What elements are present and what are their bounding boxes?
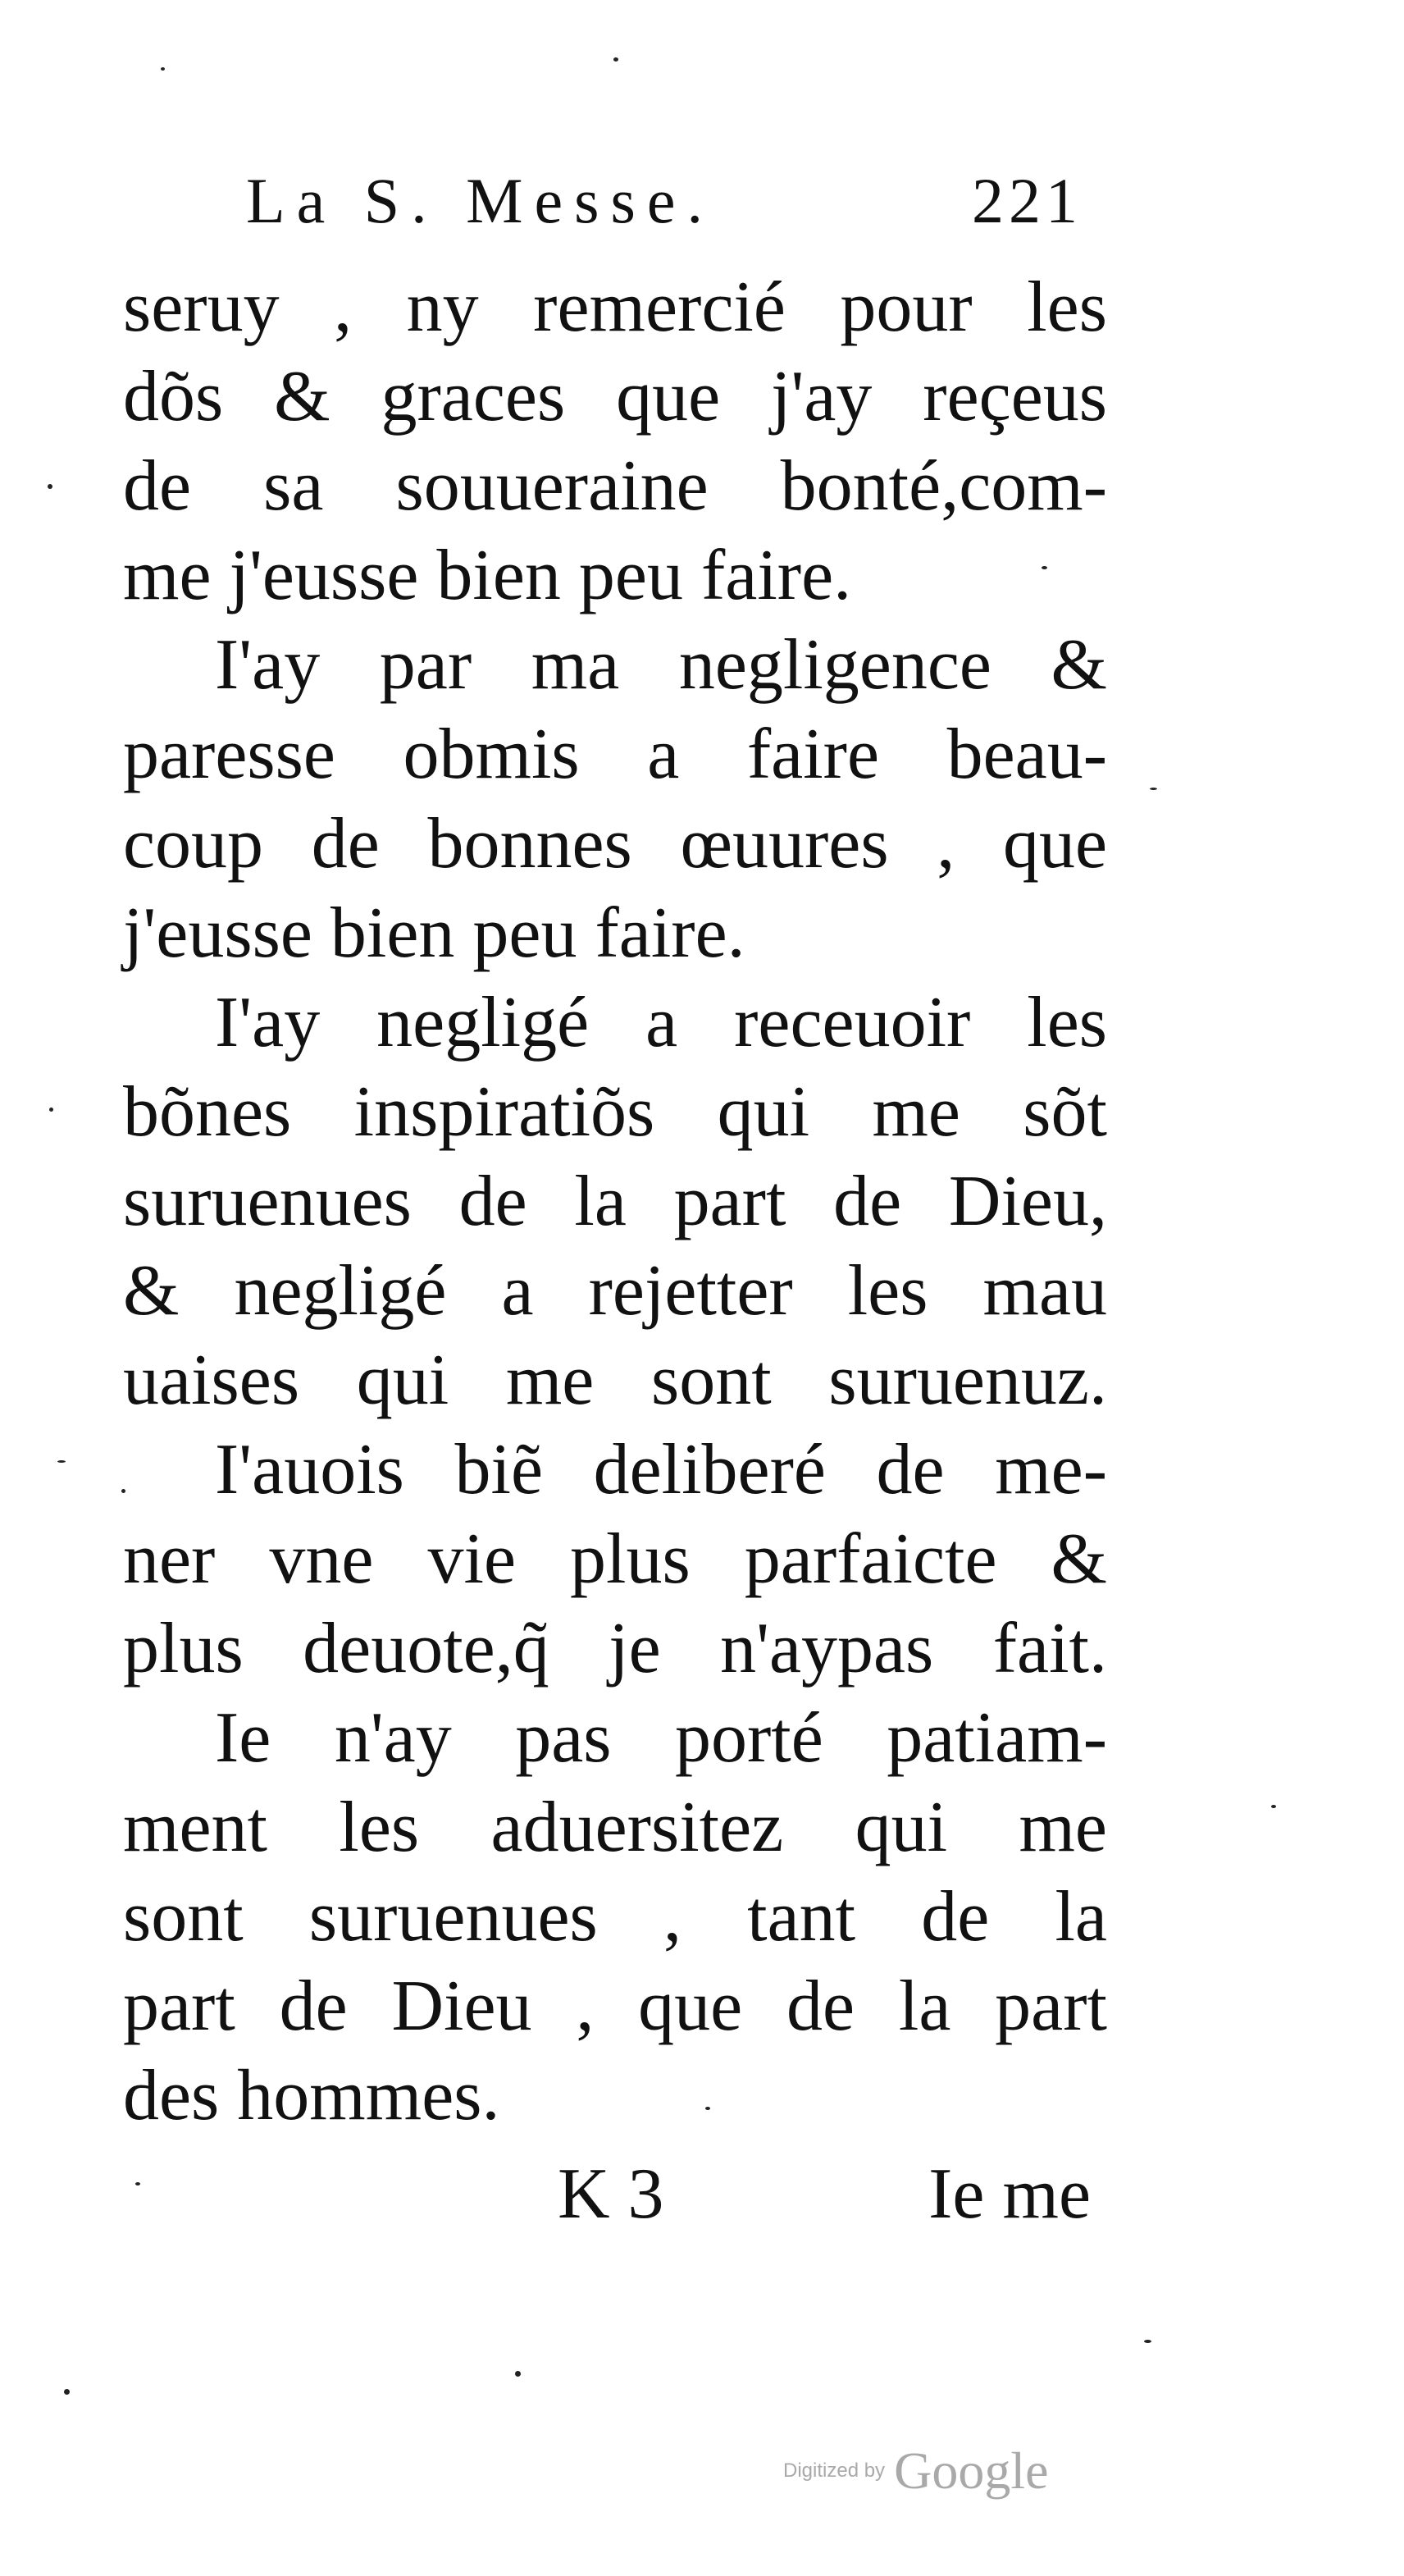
scan-speck xyxy=(1042,566,1047,569)
text-line: j'eusse bien peu faire. xyxy=(123,893,745,973)
digitization-watermark xyxy=(783,2441,1049,2506)
scan-speck xyxy=(613,57,618,62)
text-line: seruy , ny remercié pour les xyxy=(123,267,1107,347)
running-title: La S. Messe. xyxy=(246,165,714,236)
scan-speck xyxy=(64,2389,70,2395)
signature-mark: K 3 xyxy=(558,2154,664,2234)
text-line: part de Dieu , que de la part xyxy=(123,1966,1107,2046)
page-header xyxy=(246,164,1083,238)
scan-speck xyxy=(57,1460,66,1463)
scan-speck xyxy=(1271,1805,1276,1808)
text-line: suruenues de la part de Dieu, xyxy=(123,1162,1107,1241)
text-line: des hommes. xyxy=(123,2056,500,2135)
watermark-brand: Google xyxy=(894,2441,1049,2500)
page-number: 221 xyxy=(972,165,1083,236)
catchword: Ie me xyxy=(928,2154,1091,2234)
scan-speck xyxy=(705,2107,710,2110)
text-line: ner vne vie plus parfaicte & xyxy=(123,1519,1107,1599)
scan-speck xyxy=(1144,2340,1151,2343)
scan-speck xyxy=(48,484,52,489)
text-line: I'ay negligé a receuoir les xyxy=(215,983,1107,1062)
scan-speck xyxy=(1150,788,1157,790)
text-line: Ie n'ay pas porté patiam- xyxy=(215,1698,1107,1778)
scan-speck xyxy=(49,1108,53,1112)
text-line: I'auois biẽ deliberé de me- xyxy=(215,1430,1107,1510)
watermark-prefix: Digitized by xyxy=(783,2460,886,2482)
text-line: I'ay par ma negligence & xyxy=(215,625,1107,705)
text-line: paresse obmis a faire beau- xyxy=(123,715,1107,794)
text-line: coup de bonnes œuures , que xyxy=(123,804,1107,884)
text-line: plus deuote,q̃ je n'aypas fait. xyxy=(123,1609,1107,1688)
scan-speck xyxy=(161,67,165,71)
scan-speck xyxy=(135,2182,140,2185)
text-line: de sa souueraine bonté,com- xyxy=(123,446,1107,526)
body-text xyxy=(123,263,1107,2140)
text-line: dõs & graces que j'ay reçeus xyxy=(123,357,1107,436)
text-line: uaises qui me sont suruenuz. xyxy=(123,1341,1107,1420)
text-line: me j'eusse bien peu faire. xyxy=(123,536,852,615)
text-line: ment les aduersitez qui me xyxy=(123,1788,1107,1867)
scan-speck xyxy=(515,2371,521,2377)
scan-speck xyxy=(121,1489,125,1493)
text-line: sont suruenues , tant de la xyxy=(123,1877,1107,1957)
page-footer xyxy=(558,2149,1091,2240)
text-line: & negligé a rejetter les mau xyxy=(123,1251,1107,1331)
text-line: bõnes inspiratiõs qui me sõt xyxy=(123,1072,1107,1152)
